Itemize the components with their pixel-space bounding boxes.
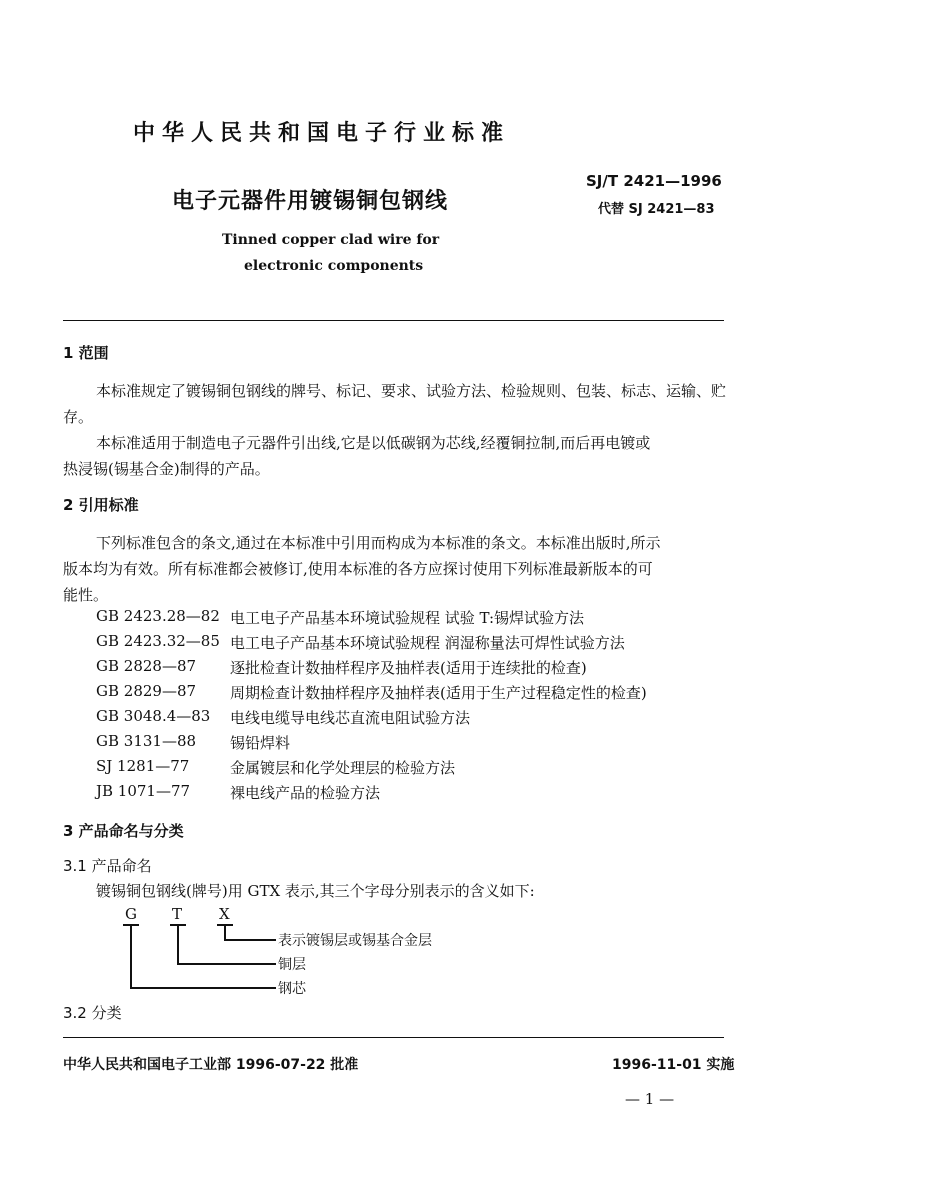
diagram-line	[177, 924, 179, 964]
diagram-line	[224, 924, 226, 940]
diagram-label-t: 铜层	[278, 957, 306, 973]
standard-title-en-line2: electronic components	[244, 258, 424, 274]
reference-code: GB 3048.4—83	[96, 707, 211, 725]
section-2-heading: 2 引用标准	[63, 496, 139, 514]
diagram-line	[130, 924, 132, 988]
header-divider	[63, 320, 724, 321]
footer-divider	[63, 1037, 724, 1038]
section-1-para-2-line-1: 本标准适用于制造电子元器件引出线,它是以低碳钢为芯线,经覆铜拉制,而后再电镀或	[96, 434, 651, 452]
reference-code: SJ 1281—77	[96, 757, 190, 775]
reference-code: GB 2828—87	[96, 657, 197, 675]
reference-code: GB 2423.28—82	[96, 607, 220, 625]
reference-title: 电工电子产品基本环境试验规程 试验 T:锡焊试验方法	[230, 609, 585, 627]
reference-code: GB 2829—87	[96, 682, 197, 700]
approval-note: 中华人民共和国电子工业部 1996-07-22 批准	[63, 1057, 359, 1073]
reference-title: 逐批检查计数抽样程序及抽样表(适用于连续批的检查)	[230, 659, 587, 677]
section-1-para-1-line-2: 存。	[63, 408, 94, 426]
section-3-1-heading: 3.1 产品命名	[63, 857, 152, 875]
standard-code: SJ/T 2421—1996	[586, 172, 722, 190]
standard-title-en-line1: Tinned copper clad wire for	[222, 232, 440, 248]
reference-title: 电工电子产品基本环境试验规程 润湿称量法可焊性试验方法	[230, 634, 625, 652]
diagram-line	[130, 987, 276, 989]
standard-title-cn: 电子元器件用镀锡铜包钢线	[172, 189, 449, 214]
section-2-para-line-3: 能性。	[63, 586, 109, 604]
implementation-date: 1996-11-01 实施	[612, 1057, 735, 1073]
reference-title: 裸电线产品的检验方法	[230, 784, 381, 802]
reference-title: 周期检查计数抽样程序及抽样表(适用于生产过程稳定性的检查)	[230, 684, 647, 702]
org-title: 中华人民共和国电子行业标准	[133, 121, 511, 146]
section-3-1-text: 镀锡铜包钢线(牌号)用 GTX 表示,其三个字母分别表示的含义如下:	[96, 882, 535, 900]
section-1-heading: 1 范围	[63, 344, 109, 362]
section-1-para-1-line-1: 本标准规定了镀锡铜包钢线的牌号、标记、要求、试验方法、检验规则、包装、标志、运输、贮	[96, 382, 727, 400]
letter-x: X	[219, 905, 230, 923]
section-1-para-2-line-2: 热浸锡(锡基合金)制得的产品。	[63, 460, 270, 478]
section-3-2-heading: 3.2 分类	[63, 1004, 122, 1022]
section-2-para-line-1: 下列标准包含的条文,通过在本标准中引用而构成为本标准的条文。本标准出版时,所示	[96, 534, 661, 552]
reference-code: GB 2423.32—85	[96, 632, 220, 650]
diagram-line	[224, 939, 276, 941]
page-number: — 1 —	[625, 1090, 675, 1108]
reference-code: JB 1071—77	[96, 782, 191, 800]
reference-title: 锡铅焊料	[230, 734, 291, 752]
reference-title: 电线电缆导电线芯直流电阻试验方法	[230, 709, 471, 727]
reference-code: GB 3131—88	[96, 732, 197, 750]
reference-title: 金属镀层和化学处理层的检验方法	[230, 759, 456, 777]
diagram-line	[177, 963, 276, 965]
section-2-para-line-2: 版本均为有效。所有标准都会被修订,使用本标准的各方应探讨使用下列标准最新版本的可	[63, 560, 653, 578]
letter-t: T	[172, 905, 183, 923]
letter-g: G	[125, 905, 137, 923]
diagram-label-x: 表示镀锡层或锡基合金层	[278, 933, 432, 949]
standard-replaces: 代替 SJ 2421—83	[598, 202, 715, 217]
diagram-label-g: 钢芯	[278, 981, 306, 997]
section-3-heading: 3 产品命名与分类	[63, 822, 184, 840]
